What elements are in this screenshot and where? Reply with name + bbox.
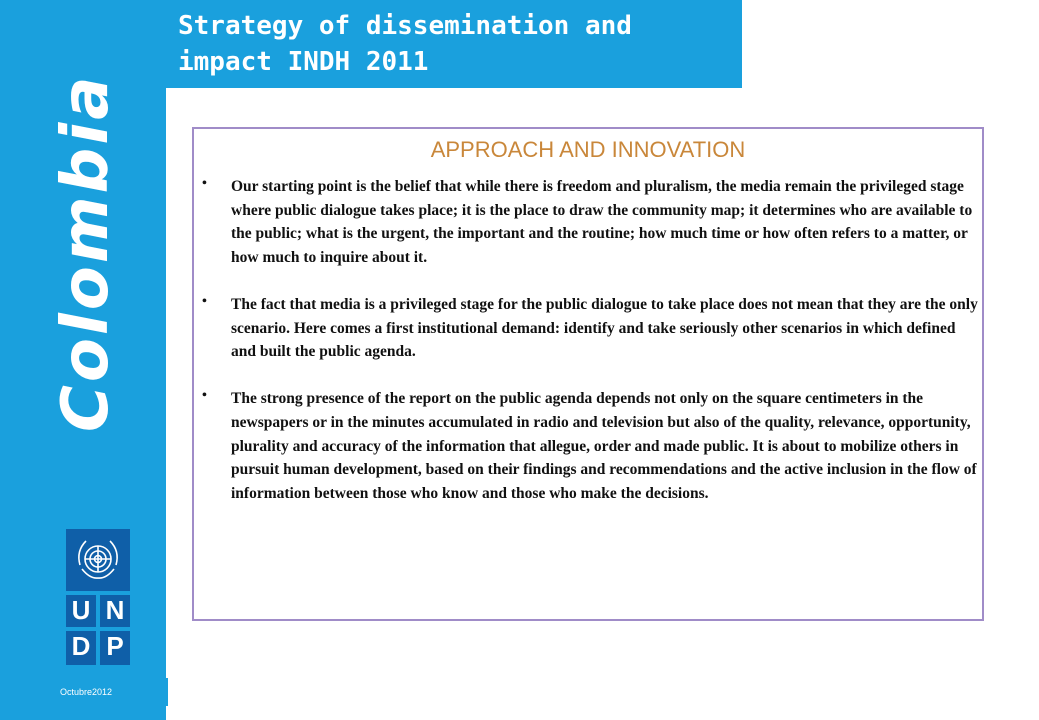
country-title: Colombia bbox=[49, 73, 123, 432]
slide-title bbox=[178, 8, 738, 80]
undp-letter-u: U bbox=[66, 595, 96, 627]
bullet-list bbox=[194, 175, 982, 505]
undp-letter-n: N bbox=[100, 595, 130, 627]
bullet-icon: • bbox=[202, 388, 207, 404]
bullet-text: The strong presence of the report on the public agenda depends not only on the square centimeters in the newspapers or in the minutes accumulated in radio and television but also of the quality, relevance, opportunity, plurality and accuracy of the information that allegue, order and made public. It is about to mobilize others in pursuit human development, based on their findings and recommendations and the active inclusion in the flow of information between those who know and those who make the decisions. bbox=[231, 390, 977, 502]
slide-title-line-2: impact INDH 2011 bbox=[178, 47, 429, 77]
footer-strip bbox=[166, 678, 168, 706]
un-emblem-icon bbox=[66, 529, 130, 591]
content-heading: APPROACH AND INNOVATION bbox=[430, 137, 746, 162]
list-item bbox=[194, 387, 980, 505]
undp-logo bbox=[66, 529, 130, 665]
bullet-text: The fact that media is a privileged stage for the public dialogue to take place does not mean that they are the only scenario. Here comes a first institutional demand: identify and take seriously other scenarios in which defined and built the public agenda. bbox=[231, 295, 978, 361]
undp-letter-p: P bbox=[100, 631, 130, 665]
list-item bbox=[194, 293, 980, 364]
bullet-icon: • bbox=[202, 293, 207, 309]
sidebar bbox=[0, 0, 166, 720]
slide-title-line-1: Strategy of dissemination and bbox=[178, 11, 632, 41]
content-panel bbox=[192, 127, 984, 621]
undp-letter-d: D bbox=[66, 631, 96, 665]
list-item bbox=[194, 175, 980, 269]
header-banner bbox=[165, 0, 742, 88]
bullet-text: Our starting point is the belief that while there is freedom and pluralism, the media remain the privileged stage where public dialogue takes place; it is the place to draw the community map; it determines who are available to the public; what is the urgent, the important and the routine; how much time or how often refers to a matter, or how much to inquire about it. bbox=[231, 178, 973, 266]
footer-date: Octubre2012 bbox=[60, 687, 113, 697]
bullet-icon: • bbox=[202, 176, 207, 191]
